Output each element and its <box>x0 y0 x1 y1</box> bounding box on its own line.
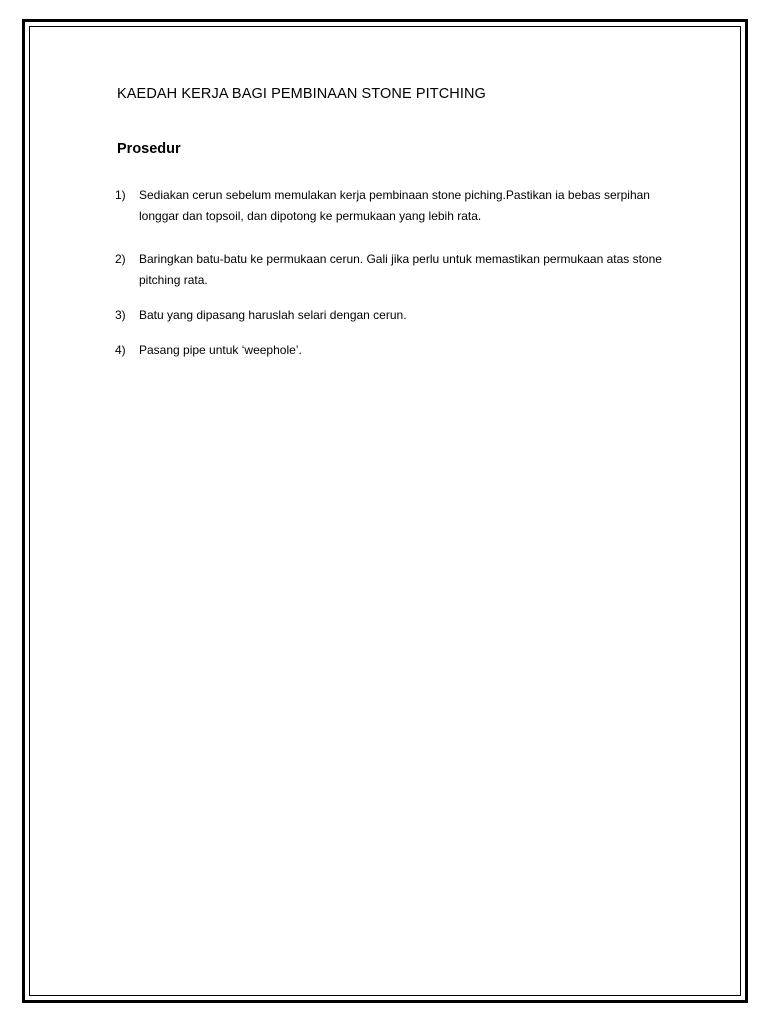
procedure-step <box>115 185 675 227</box>
procedure-step <box>115 249 675 291</box>
step-text: Pasang pipe untuk ‘weephole’. <box>139 343 302 357</box>
step-text: Batu yang dipasang haruslah selari dengan cerun. <box>139 308 407 322</box>
page-border-inner <box>29 26 741 996</box>
procedure-list <box>115 185 675 361</box>
step-number: 1) <box>115 188 126 202</box>
document-title: KAEDAH KERJA BAGI PEMBINAAN STONE PITCHING <box>117 86 486 102</box>
procedure-step <box>115 305 675 326</box>
step-number: 2) <box>115 252 126 266</box>
step-text: Baringkan batu-batu ke permukaan cerun. Gali jika perlu untuk memastikan permukaan atas stone pitching rata. <box>139 252 662 287</box>
section-heading-prosedur: Prosedur <box>117 141 181 157</box>
step-number: 4) <box>115 343 126 357</box>
step-number: 3) <box>115 308 126 322</box>
procedure-step <box>115 340 675 361</box>
step-text: Sediakan cerun sebelum memulakan kerja pembinaan stone piching.Pastikan ia bebas serpihan longgar dan topsoil, dan dipotong ke permukaan yang lebih rata. <box>139 188 650 223</box>
